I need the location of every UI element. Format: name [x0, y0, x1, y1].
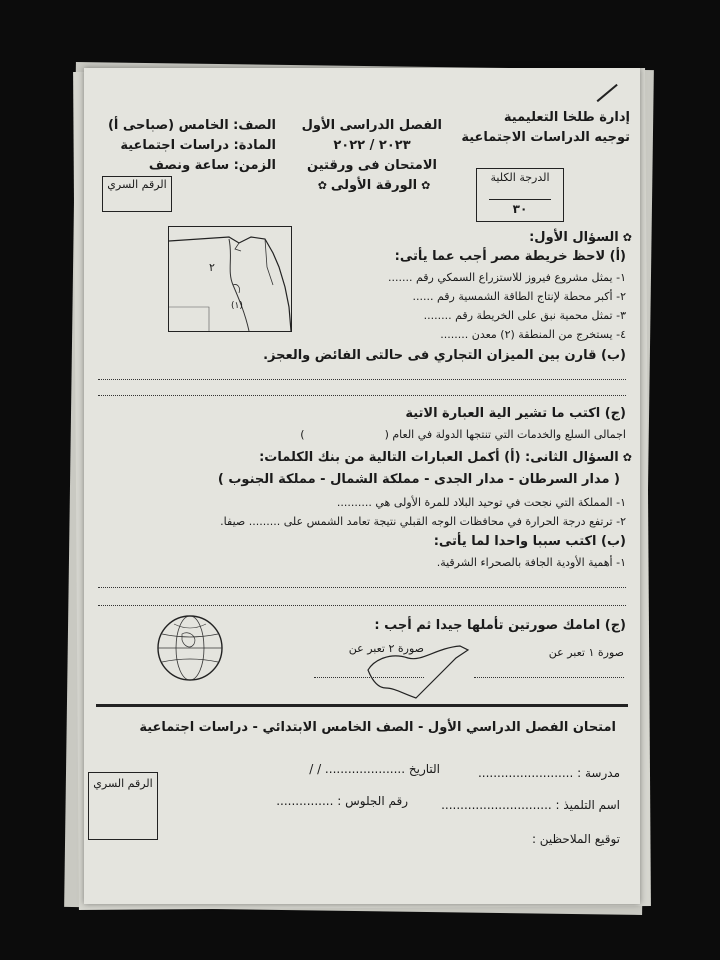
total-grade-box [476, 168, 564, 222]
q2-b-item-1: ١- أهمية الأودية الجافة بالصحراء الشرقية. [436, 556, 626, 569]
q1-c-text [300, 428, 626, 441]
total-grade-label: الدرجة الكلية [490, 171, 550, 184]
directorate-name: إدارة طلخا التعليمية [503, 110, 630, 125]
answer-line [474, 676, 624, 678]
exam-papers-label: الامتحان فى ورقتين [307, 158, 437, 173]
map-label-2: ٢ [209, 261, 215, 274]
seat-number-field: رقم الجلوس : ............... [276, 794, 408, 808]
subject: المادة: دراسات اجتماعية [120, 138, 276, 153]
flower-icon: ✿ [317, 179, 327, 192]
q1-b-title: (ب) قارن بين الميزان التجاري فى حالتى الفائض والعجز. [263, 348, 626, 363]
answer-line [98, 378, 626, 380]
q1-item-3: ٣- تمثل محمية نبق على الخريطة رقم ........ [423, 309, 626, 322]
q1-c-close: ) [300, 428, 305, 441]
paper-number-label [302, 176, 442, 196]
egypt-map-drawing [169, 227, 291, 331]
q2-title [259, 450, 632, 465]
answer-line [98, 604, 626, 606]
q1-item-2: ٢- أكبر محطة لإنتاج الطاقة الشمسية رقم ...... [412, 290, 626, 303]
paper-number-text: الورقة الأولى [330, 178, 418, 193]
pic2-caption: صورة ٢ تعبر عن [348, 642, 424, 655]
answer-line [98, 586, 626, 588]
footer-secret-number-box [88, 772, 158, 840]
q1-c-sentence: اجمالى السلع والخدمات التي تنتجها الدولة في العام ( [384, 428, 626, 441]
pic1-caption: صورة ١ تعبر عن [548, 646, 624, 659]
year-label: ٢٠٢٣ / ٢٠٢٢ [333, 138, 411, 153]
flower-icon: ✿ [622, 231, 632, 244]
secret-number-box [102, 176, 172, 212]
secret-number-label: الرقم السري [107, 178, 167, 191]
total-grade-value: ٣٠ [512, 202, 528, 216]
map-label-1: (١) [231, 301, 243, 311]
observers-signature: توقيع الملاحظين : [531, 832, 620, 846]
footer-secret-number-label: الرقم السري [93, 777, 153, 790]
q1-title [529, 230, 632, 245]
q1-a-title: (أ) لاحظ خريطة مصر أجب عما يأتى: [394, 249, 626, 264]
header-left [106, 116, 276, 176]
header-center [302, 116, 442, 196]
globe-sketch [154, 610, 226, 686]
q2-title-text: السؤال الثانى: (أ) أكمل العبارات التالية من بنك الكلمات: [259, 450, 619, 465]
pen-mark [597, 84, 618, 102]
q1-title-text: السؤال الأول: [529, 230, 619, 245]
supervision-name: توجيه الدراسات الاجتماعية [461, 130, 630, 145]
q1-item-4: ٤- يستخرج من المنطقة (٢) معدن ........ [440, 328, 626, 341]
footer-title: امتحان الفصل الدراسي الأول - الصف الخامس الابتدائي - دراسات اجتماعية [139, 720, 616, 735]
q1-item-1: ١- يمثل مشروع فيروز للاستزراع السمكي رقم ....... [387, 271, 626, 284]
q2-b-title: (ب) اكتب سببا واحدا لما يأتى: [433, 534, 626, 549]
header-right [461, 108, 630, 148]
q1-c-title: (ج) اكتب ما تشير الية العبارة الاتية [405, 406, 626, 421]
date-field: التاريخ ..................... / / [309, 762, 440, 776]
term-label: الفصل الدراسى الأول [301, 118, 442, 133]
sinai-sketch [364, 640, 474, 702]
exam-paper [84, 68, 640, 904]
flower-icon: ✿ [622, 451, 632, 464]
school-field: مدرسة : ......................... [477, 766, 620, 780]
q2-a-item-1: ١- المملكة التي نجحت في توحيد البلاد للمرة الأولى هي .......... [336, 496, 626, 509]
q2-c-title: (ج) امامك صورتين تأملها جيدا ثم أجب : [374, 618, 626, 633]
grade-class: الصف: الخامس (صباحى أ) [107, 118, 276, 133]
egypt-map [168, 226, 292, 332]
student-name-field: اسم التلميذ : ............................. [441, 798, 620, 812]
word-bank: ( مدار السرطان - مدار الجدى - مملكة الشمال - مملكة الجنوب ) [217, 472, 620, 487]
answer-line [98, 394, 626, 396]
q2-a-item-2: ٢- ترتفع درجة الحرارة في محافظات الوجه القبلي نتيجة تعامد الشمس على ......... صيفا. [220, 515, 626, 528]
section-divider [96, 704, 628, 707]
duration: الزمن: ساعة ونصف [148, 158, 276, 173]
grade-divider [489, 199, 551, 200]
flower-icon: ✿ [421, 179, 431, 192]
